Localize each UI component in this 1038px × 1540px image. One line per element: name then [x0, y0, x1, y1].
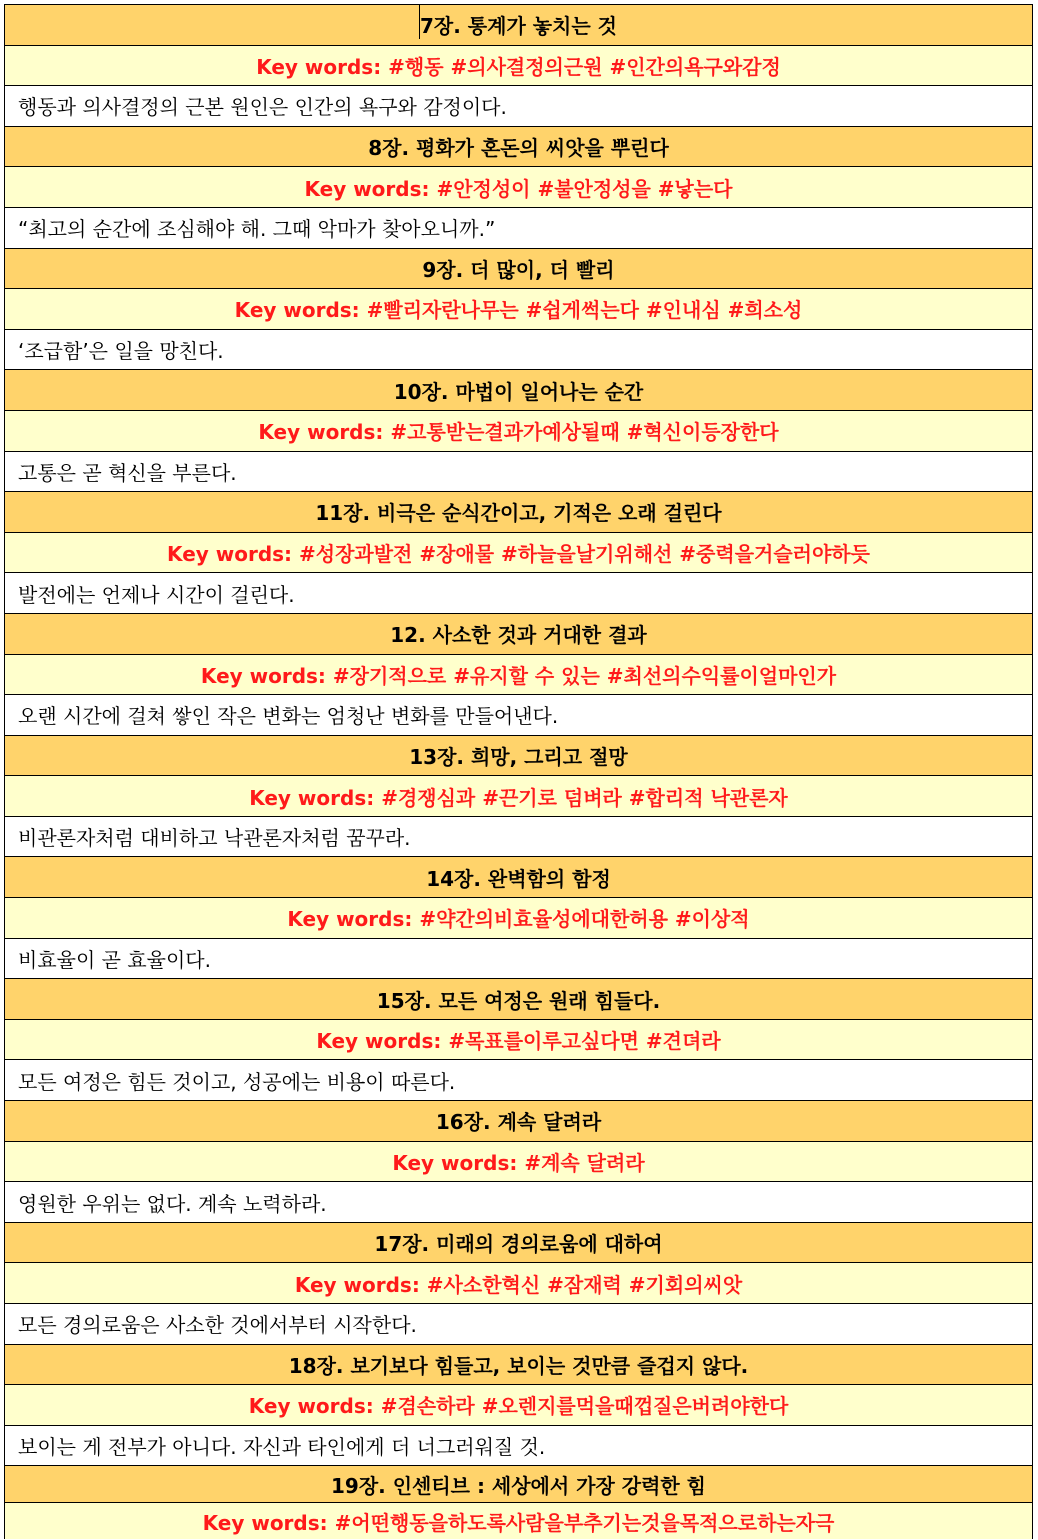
chapter-title-row[interactable]: 8장. 평화가 혼돈의 씨앗을 뿌린다 [4, 127, 1033, 168]
keywords-row[interactable]: Key words: #고통받는결과가예상될때 #혁신이등장한다 [4, 411, 1033, 452]
chapter-title-row[interactable]: 19장. 인센티브 : 세상에서 가장 강력한 힘 [4, 1466, 1033, 1503]
summary-row[interactable]: 모든 여정은 힘든 것이고, 성공에는 비용이 따른다. [4, 1060, 1033, 1101]
chapter-title-row[interactable]: 12. 사소한 것과 거대한 결과 [4, 614, 1033, 655]
chapter-title-row[interactable]: 17장. 미래의 경의로움에 대하여 [4, 1223, 1033, 1264]
keywords-row[interactable]: Key words: #어떤행동을하도록사람을부추기는것을목적으로하는자극 [4, 1503, 1033, 1539]
summary-row[interactable]: 비효율이 곧 효율이다. [4, 939, 1033, 980]
chapter-title-row[interactable]: 7장. 통계가 놓치는 것 [4, 5, 1033, 46]
chapter-title-row[interactable]: 14장. 완벽함의 함정 [4, 857, 1033, 898]
chapter-summary-table [4, 4, 1033, 1539]
summary-row[interactable]: “최고의 순간에 조심해야 해. 그때 악마가 찾아오니까.” [4, 208, 1033, 249]
keywords-row[interactable]: Key words: #성장과발전 #장애물 #하늘을날기위해선 #중력을거슬러야하듯 [4, 533, 1033, 574]
chapter-title-row[interactable]: 16장. 계속 달려라 [4, 1101, 1033, 1142]
keywords-row[interactable]: Key words: #행동 #의사결정의근원 #인간의욕구와감정 [4, 46, 1033, 87]
keywords-row[interactable]: Key words: #사소한혁신 #잠재력 #기회의씨앗 [4, 1263, 1033, 1304]
keywords-row[interactable]: Key words: #빨리자란나무는 #쉽게썩는다 #인내심 #희소성 [4, 289, 1033, 330]
chapter-title-row[interactable]: 13장. 희망, 그리고 절망 [4, 736, 1033, 777]
summary-row[interactable]: 보이는 게 전부가 아니다. 자신과 타인에게 더 너그러워질 것. [4, 1426, 1033, 1467]
text-cursor [419, 5, 420, 39]
summary-row[interactable]: 오랜 시간에 걸쳐 쌓인 작은 변화는 엄청난 변화를 만들어낸다. [4, 695, 1033, 736]
summary-row[interactable]: 영원한 우위는 없다. 계속 노력하라. [4, 1182, 1033, 1223]
chapter-title-row[interactable]: 11장. 비극은 순식간이고, 기적은 오래 걸린다 [4, 492, 1033, 533]
keywords-row[interactable]: Key words: #안정성이 #불안정성을 #낳는다 [4, 167, 1033, 208]
chapter-title-row[interactable]: 18장. 보기보다 힘들고, 보이는 것만큼 즐겁지 않다. [4, 1345, 1033, 1386]
keywords-row[interactable]: Key words: #약간의비효율성에대한허용 #이상적 [4, 898, 1033, 939]
chapter-title-row[interactable]: 9장. 더 많이, 더 빨리 [4, 249, 1033, 290]
summary-row[interactable]: 발전에는 언제나 시간이 걸린다. [4, 573, 1033, 614]
summary-row[interactable]: 모든 경의로움은 사소한 것에서부터 시작한다. [4, 1304, 1033, 1345]
summary-row[interactable]: 행동과 의사결정의 근본 원인은 인간의 욕구와 감정이다. [4, 86, 1033, 127]
summary-row[interactable]: 고통은 곧 혁신을 부른다. [4, 452, 1033, 493]
keywords-row[interactable]: Key words: #장기적으로 #유지할 수 있는 #최선의수익률이얼마인가 [4, 655, 1033, 696]
keywords-row[interactable]: Key words: #경쟁심과 #끈기로 덤벼라 #합리적 낙관론자 [4, 776, 1033, 817]
keywords-row[interactable]: Key words: #겸손하라 #오렌지를먹을때껍질은버려야한다 [4, 1385, 1033, 1426]
summary-row[interactable]: ‘조급함’은 일을 망친다. [4, 330, 1033, 371]
chapter-title-row[interactable]: 10장. 마법이 일어나는 순간 [4, 370, 1033, 411]
keywords-row[interactable]: Key words: #목표를이루고싶다면 #견뎌라 [4, 1020, 1033, 1061]
summary-row[interactable]: 비관론자처럼 대비하고 낙관론자처럼 꿈꾸라. [4, 817, 1033, 858]
chapter-title-row[interactable]: 15장. 모든 여정은 원래 힘들다. [4, 979, 1033, 1020]
keywords-row[interactable]: Key words: #계속 달려라 [4, 1142, 1033, 1183]
